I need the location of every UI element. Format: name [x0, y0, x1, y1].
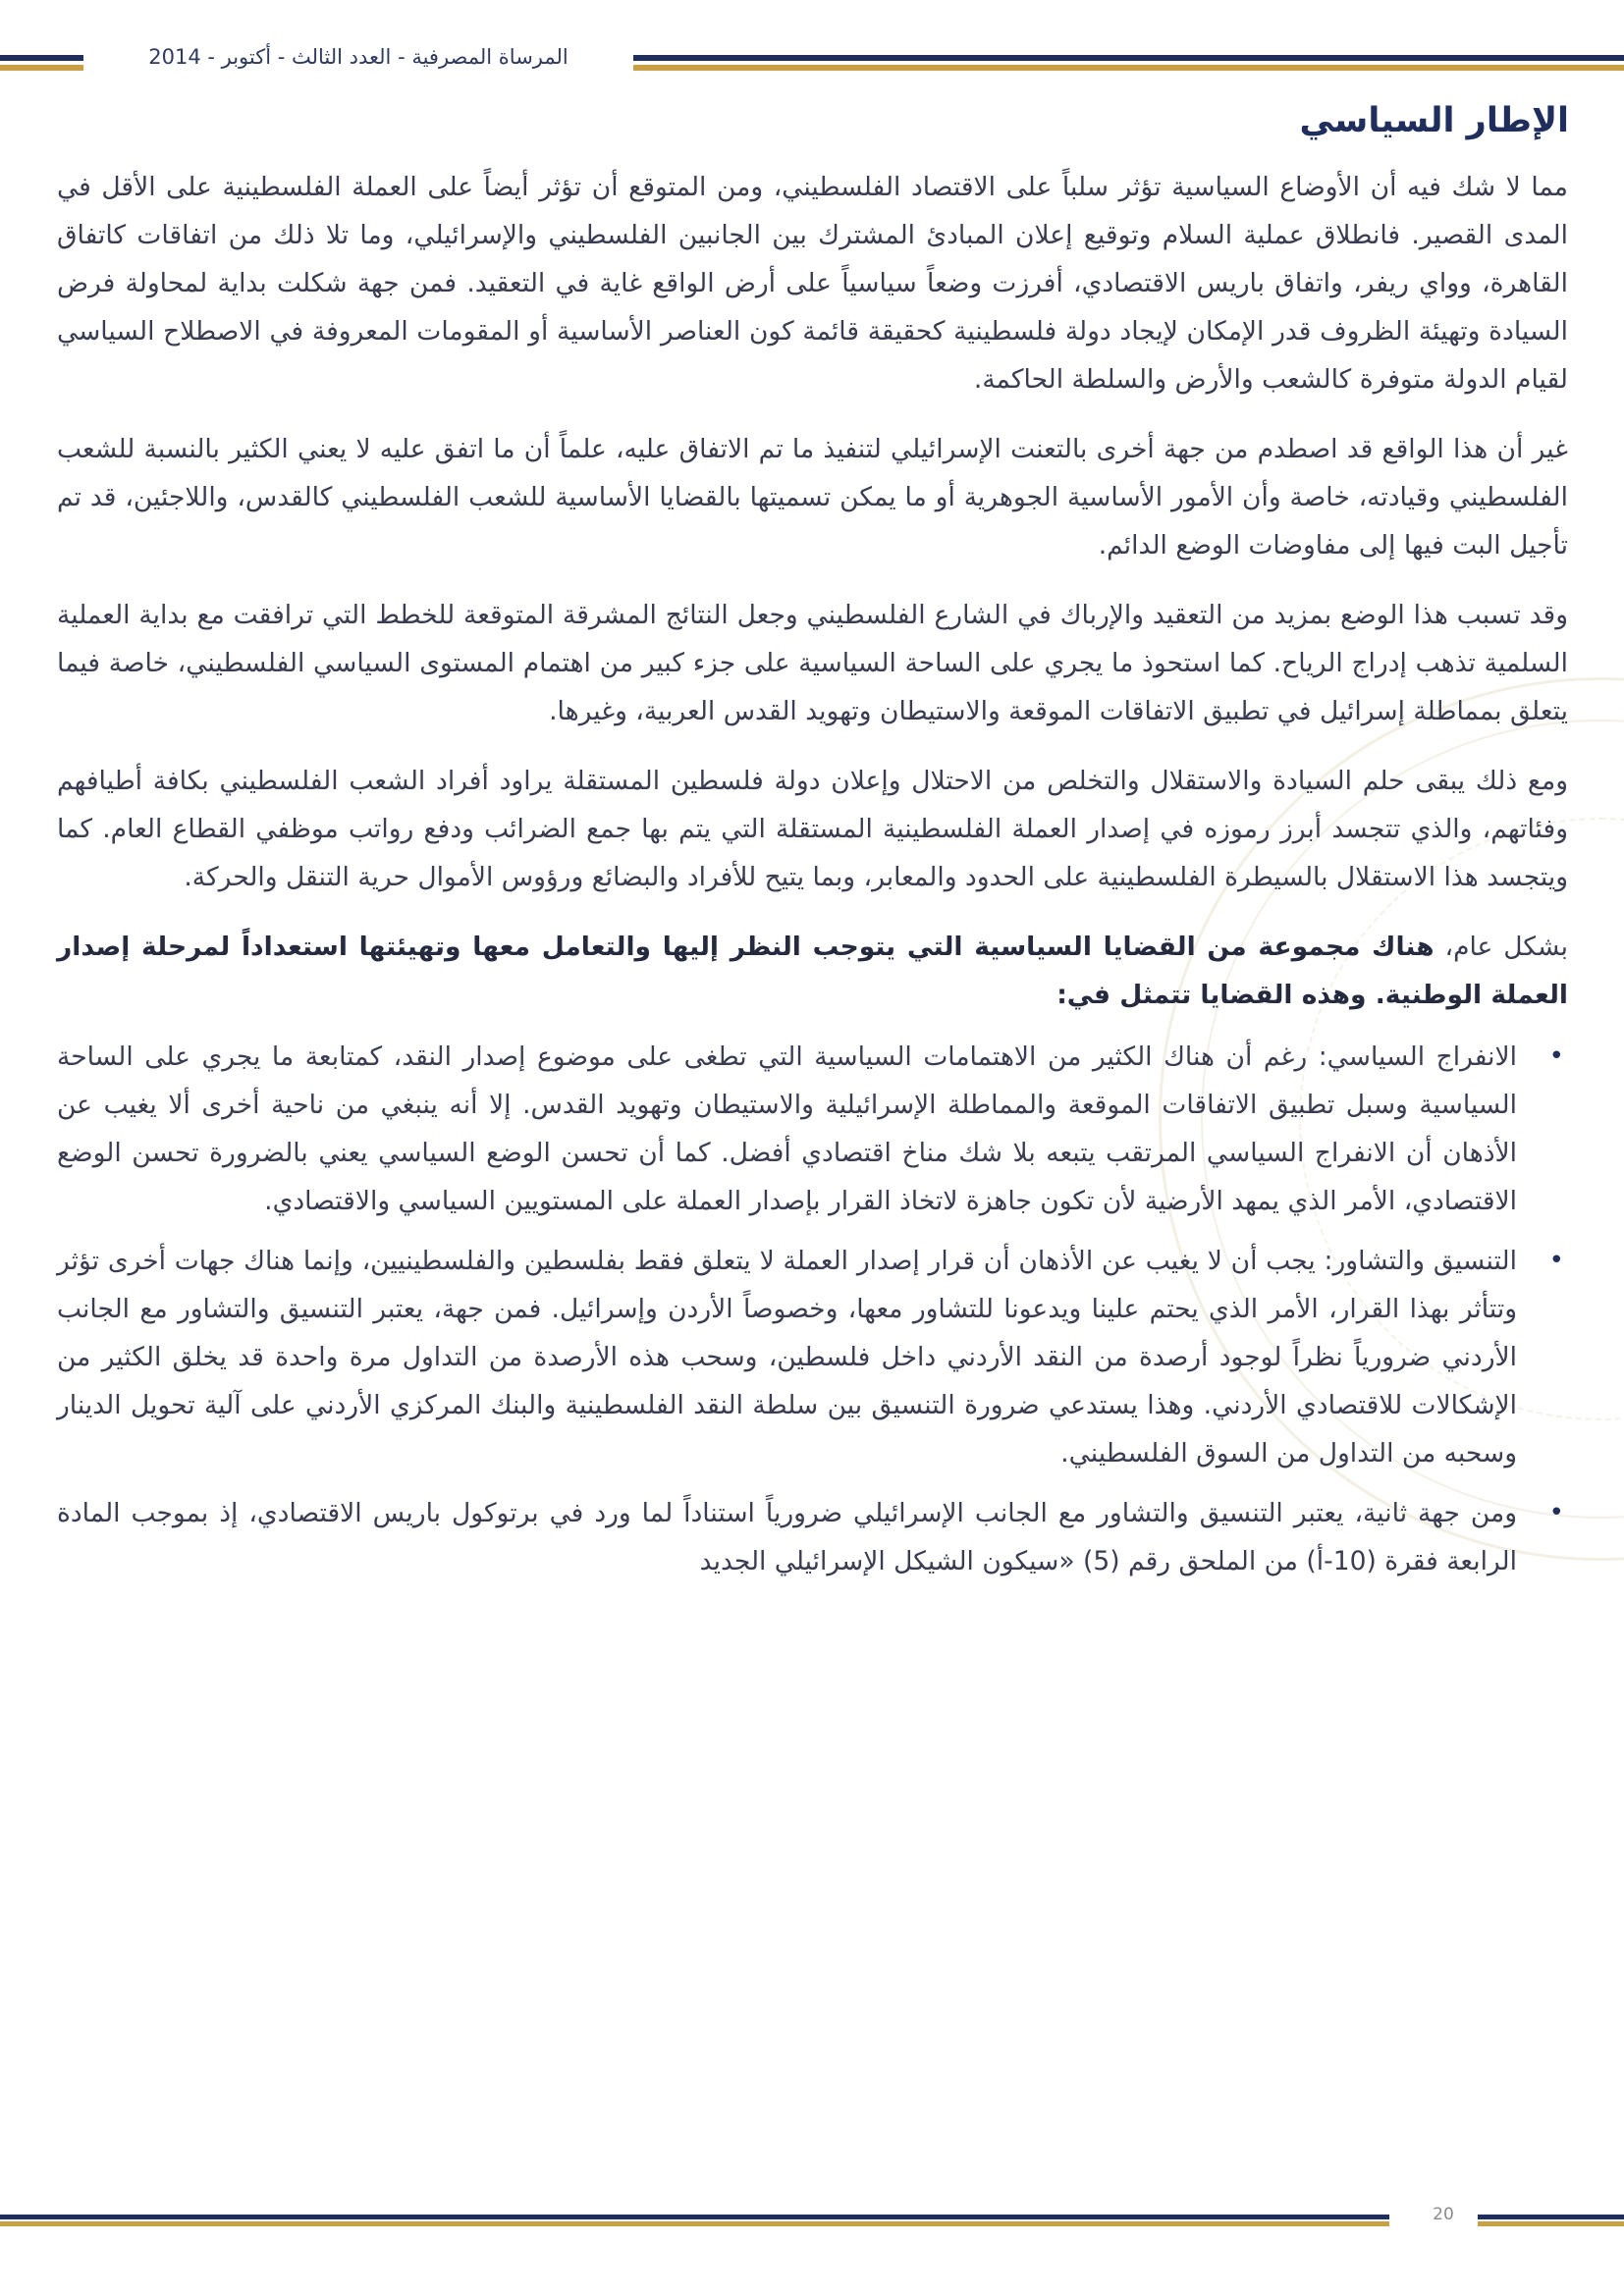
running-head: المرساة المصرفية - العدد الثالث - أكتوبر - 2014	[148, 45, 568, 69]
bullet-icon: •	[1548, 1498, 1564, 1527]
body-paragraph: وقد تسبب هذا الوضع بمزيد من التعقيد والإرباك في الشارع الفلسطيني وجعل النتائج المشرقة المتوقعة للخطط التي ترافقت مع بداية العملية السلمية تذهب إدراج الرياح. كما استحوذ ما يجري على الساحة السياسية على جزء كبير من اهتمام المستوى السياسي الفلسطيني، خاصة فيما يتعلق بمماطلة إسرائيل في تطبيق الاتفاقات الموقعة والاستيطان وتهويد القدس العربية، وغيرها.	[57, 600, 1568, 726]
section-title: الإطار السياسي	[1299, 101, 1569, 140]
issues-list	[57, 1033, 1568, 1585]
issue-item	[57, 1237, 1564, 1477]
footer-rule-right	[1478, 2215, 1624, 2226]
article-body	[57, 163, 1568, 1597]
header-rule-left	[0, 55, 83, 71]
body-paragraph: ومع ذلك يبقى حلم السيادة والاستقلال والتخلص من الاحتلال وإعلان دولة فلسطين المستقلة يراود أفراد الشعب الفلسطيني بكافة أطيافهم وفئاتهم، والذي تتجسد أبرز رموزه في إصدار العملة الفلسطينية المستقلة التي يتم بها جمع الضرائب ودفع رواتب موظفي القطاع العام. كما ويتجسد هذا الاستقلال بالسيطرة الفلسطينية على الحدود والمعابر، وبما يتيح للأفراد والبضائع ورؤوس الأموال حرية التنقل والحركة.	[57, 766, 1568, 892]
issue-text: التنسيق والتشاور: يجب أن لا يغيب عن الأذهان أن قرار إصدار العملة لا يتعلق فقط بفلسطين والفلسطينيين، وإنما هناك جهات أخرى تؤثر وتتأثر بهذا القرار، الأمر الذي يحتم علينا ويدعونا للتشاور معها، وخصوصاً الأردن وإسرائيل. فمن جهة، يعتبر التنسيق والتشاور مع الجانب الأردني ضرورياً نظراً لوجود أرصدة من النقد الأردني داخل فلسطين، وسحب هذه الأرصدة من التداول مرة واحدة قد يخلق الكثير من الإشكالات للاقتصادي الأردني. وهذا يستدعي ضرورة التنسيق بين سلطة النقد الفلسطينية والبنك المركزي الأردني على آلية تحويل الدينار وسحبه من التداول من السوق الفلسطيني.	[57, 1246, 1517, 1468]
body-paragraph: مما لا شك فيه أن الأوضاع السياسية تؤثر سلباً على الاقتصاد الفلسطيني، ومن المتوقع أن تؤثر أيضاً على العملة الفلسطينية على الأقل في المدى القصير. فانطلاق عملية السلام وتوقيع إعلان المبادئ المشترك بين الجانبين الفلسطيني والإسرائيلي، وما تلا ذلك من اتفاقات كاتفاق القاهرة، وواي ريفر، واتفاق باريس الاقتصادي، أفرزت وضعاً سياسياً على أرض الواقع غاية في التعقيد. فمن جهة شكلت بداية لمحاولة فرض السيادة وتهيئة الظروف قدر الإمكان لإيجاد دولة فلسطينية كحقيقة قائمة كون العناصر الأساسية أو المقومات المعروفة في الاصطلاح السياسي لقيام الدولة متوفرة كالشعب والأرض والسلطة الحاكمة.	[57, 172, 1568, 395]
issue-text: ومن جهة ثانية، يعتبر التنسيق والتشاور مع الجانب الإسرائيلي ضرورياً استناداً لما ورد في برتوكول باريس الاقتصادي، إذ بموجب المادة الرابعة فقرة (10-أ) من الملحق رقم (5) «سيكون الشيكل الإسرائيلي الجديد	[57, 1498, 1517, 1576]
issue-text: الانفراج السياسي: رغم أن هناك الكثير من الاهتمامات السياسية التي تطغى على موضوع إصدار النقد، كمتابعة ما يجري على الساحة السياسية وسبل تطبيق الاتفاقات الموقعة والمماطلة الإسرائيلية والاستيطان وتهويد القدس. إلا أنه ينبغي من ناحية أخرى ألا يغيب عن الأذهان أن الانفراج السياسي المرتقب يتبعه بلا شك مناخ اقتصادي أفضل. كما أن تحسن الوضع السياسي يعني بالضرورة تحسن الوضع الاقتصادي، الأمر الذي يمهد الأرضية لأن تكون جاهزة لاتخاذ القرار بإصدار العملة على المستويين السياسي والاقتصادي.	[57, 1041, 1517, 1216]
issues-intro	[57, 923, 1568, 1019]
bullet-icon: •	[1548, 1246, 1564, 1275]
bullet-icon: •	[1548, 1041, 1564, 1071]
issue-item	[57, 1489, 1564, 1585]
issues-intro-bold: هناك مجموعة من القضايا السياسية التي يتوجب النظر إليها والتعامل معها وتهيئتها استعداداً لمرحلة إصدار العملة الوطنية. وهذه القضايا تتمثل في:	[57, 932, 1568, 1010]
issue-item	[57, 1033, 1564, 1225]
footer-rule-left	[0, 2215, 1389, 2226]
page-number: 20	[1433, 2205, 1454, 2224]
header-rule-right	[633, 55, 1624, 71]
issues-intro-lead: بشكل عام،	[1434, 932, 1568, 962]
body-paragraph: غير أن هذا الواقع قد اصطدم من جهة أخرى بالتعنت الإسرائيلي لتنفيذ ما تم الاتفاق عليه، علماً أن ما اتفق عليه لا يعني الكثير بالنسبة للشعب الفلسطيني وقيادته، خاصة وأن الأمور الأساسية الجوهرية أو ما يمكن تسميتها بالقضايا الأساسية للشعب الفلسطيني كالقدس، واللاجئين، قد تم تأجيل البت فيها إلى مفاوضات الوضع الدائم.	[57, 434, 1568, 561]
